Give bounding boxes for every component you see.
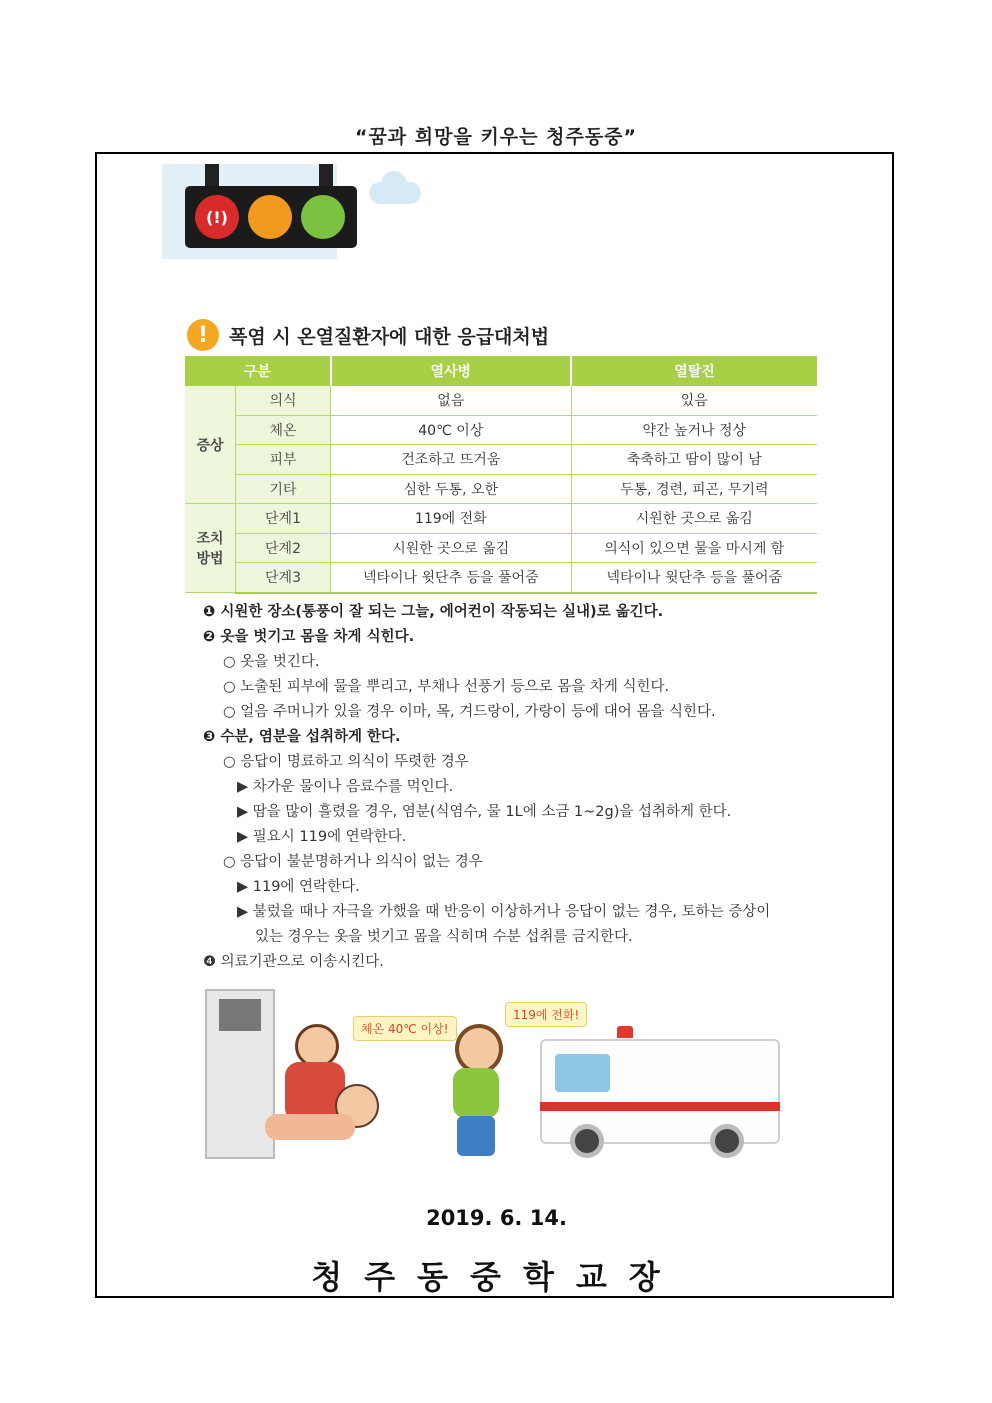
ambulance-stripe xyxy=(540,1102,780,1111)
header-category: 구분 xyxy=(185,356,331,386)
alarm-icon: (!) xyxy=(195,195,239,239)
notice-frame xyxy=(95,152,894,1298)
wheel-icon xyxy=(570,1124,604,1158)
temperature-bubble: 체온 40℃ 이상! xyxy=(353,1016,457,1041)
row-label: 의식 xyxy=(236,386,331,415)
group-label: 증상 xyxy=(185,386,236,504)
step-2-item: ○ 노출된 피부에 물을 뿌리고, 부채나 선풍기 등으로 몸을 차게 식힌다. xyxy=(223,679,670,695)
caller-legs-icon xyxy=(457,1116,495,1156)
heat-illness-table xyxy=(185,356,817,594)
step-2-item: ○ 옷을 벗긴다. xyxy=(223,654,320,670)
cell-exhaustion: 약간 높거나 정상 xyxy=(571,415,817,445)
caller-body-icon xyxy=(453,1068,499,1118)
row-label: 단계1 xyxy=(236,504,331,534)
table-row xyxy=(185,386,817,415)
cell-exhaustion: 있음 xyxy=(571,386,817,415)
cell-heatstroke: 119에 전화 xyxy=(331,504,572,534)
cell-heatstroke: 없음 xyxy=(331,386,572,415)
step-3-case: ○ 응답이 명료하고 의식이 뚜렷한 경우 xyxy=(223,754,469,770)
step-2-item: ○ 얼음 주머니가 있을 경우 이마, 목, 겨드랑이, 가랑이 등에 대어 몸을 식힌다. xyxy=(223,704,716,720)
first-aid-illustration xyxy=(205,984,815,1174)
row-label: 단계2 xyxy=(236,533,331,563)
ambulance-window xyxy=(555,1054,610,1092)
table-row xyxy=(185,445,817,475)
table-row xyxy=(185,474,817,504)
table-row xyxy=(185,563,817,593)
row-label: 체온 xyxy=(236,415,331,445)
row-label: 기타 xyxy=(236,474,331,504)
patient-body-icon xyxy=(265,1114,355,1140)
table-header-row xyxy=(185,356,817,386)
step-3-action: ▶ 차가운 물이나 음료수를 먹인다. xyxy=(237,779,454,795)
call-119-bubble: 119에 전화! xyxy=(505,1002,587,1027)
step-3-action: ▶ 필요시 119에 연락한다. xyxy=(237,829,407,845)
cell-heatstroke: 시원한 곳으로 옮김 xyxy=(331,533,572,563)
school-slogan: “꿈과 희망을 키우는 청주동중” xyxy=(354,126,638,148)
cell-exhaustion: 두통, 경련, 피곤, 무기력 xyxy=(571,474,817,504)
air-conditioner-icon xyxy=(205,989,275,1159)
green-lamp-icon xyxy=(301,195,345,239)
header-heatstroke: 열사병 xyxy=(331,356,572,386)
cell-heatstroke: 건조하고 뜨거움 xyxy=(331,445,572,475)
section-title xyxy=(187,319,549,351)
row-label: 단계3 xyxy=(236,563,331,593)
step-3-action: ▶ 땀을 많이 흘렸을 경우, 염분(식염수, 물 1L에 소금 1~2g)을 섭취하게 한다. xyxy=(237,804,732,820)
cell-heatstroke: 넥타이나 윗단추 등을 풀어줌 xyxy=(331,563,572,593)
orange-lamp-icon xyxy=(248,195,292,239)
warning-icon: ! xyxy=(187,319,219,351)
cloud-icon xyxy=(369,182,421,204)
traffic-light-icon xyxy=(185,186,357,248)
header-exhaustion: 열탈진 xyxy=(571,356,817,386)
step-3-action: ▶ 불렀을 때나 자극을 가했을 때 반응이 이상하거나 응답이 없는 경우, 토하는 증상이 xyxy=(237,904,771,920)
principal-signature: 청주동중학교장 xyxy=(311,1258,682,1296)
step-4: ❹ 의료기관으로 이송시킨다. xyxy=(203,954,384,970)
row-label: 피부 xyxy=(236,445,331,475)
cell-heatstroke: 심한 두통, 오한 xyxy=(331,474,572,504)
cell-heatstroke: 40℃ 이상 xyxy=(331,415,572,445)
group-label: 조치 방법 xyxy=(185,504,236,593)
step-2: ❷ 옷을 벗기고 몸을 차게 식힌다. xyxy=(203,629,415,645)
cell-exhaustion: 시원한 곳으로 옮김 xyxy=(571,504,817,534)
step-3-action: ▶ 119에 연락한다. xyxy=(237,879,360,895)
section-title-text: 폭염 시 온열질환자에 대한 응급대처법 xyxy=(229,325,550,348)
table-row xyxy=(185,504,817,534)
notice-date: 2019. 6. 14. xyxy=(426,1206,567,1230)
caller-head-icon xyxy=(455,1024,503,1074)
wheel-icon xyxy=(710,1124,744,1158)
cell-exhaustion: 넥타이나 윗단추 등을 풀어줌 xyxy=(571,563,817,593)
table-row xyxy=(185,533,817,563)
table-row xyxy=(185,415,817,445)
cell-exhaustion: 의식이 있으면 물을 마시게 함 xyxy=(571,533,817,563)
step-3-case: ○ 응답이 불분명하거나 의식이 없는 경우 xyxy=(223,854,483,870)
siren-icon xyxy=(617,1026,633,1038)
step-3: ❸ 수분, 염분을 섭취하게 한다. xyxy=(203,729,401,745)
step-1: ❶ 시원한 장소(통풍이 잘 되는 그늘, 에어컨이 작동되는 실내)로 옮긴다. xyxy=(203,604,664,620)
cell-exhaustion: 축축하고 땀이 많이 남 xyxy=(571,445,817,475)
step-3-action-cont: 있는 경우는 옷을 벗기고 몸을 식히며 수분 섭취를 금지한다. xyxy=(255,929,633,945)
